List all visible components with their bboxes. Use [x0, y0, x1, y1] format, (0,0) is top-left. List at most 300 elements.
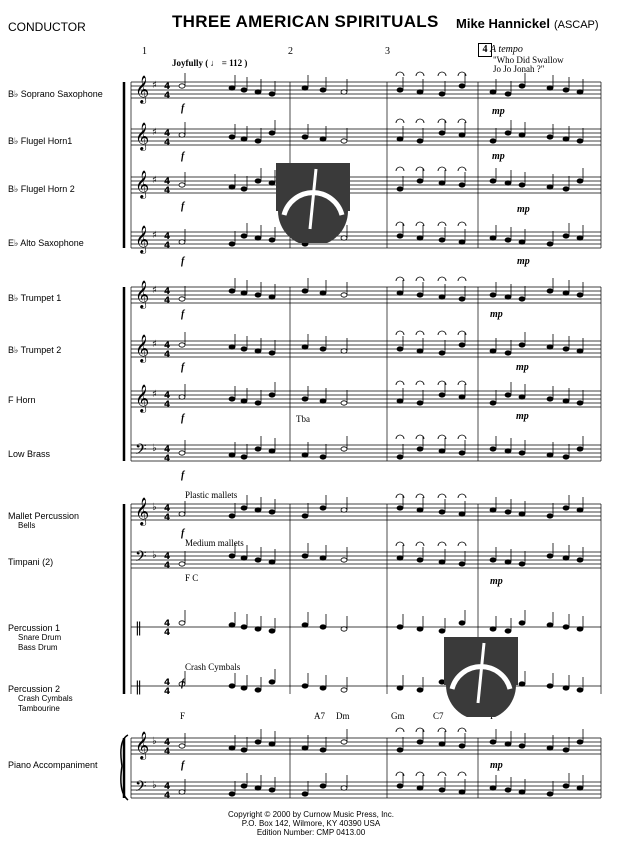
note-head	[459, 343, 465, 347]
treble-clef: 𝄞	[135, 75, 150, 103]
note-head	[397, 748, 403, 752]
fermata	[416, 277, 424, 281]
note-head	[229, 242, 235, 246]
instrument-label: B♭ Trumpet 2	[8, 345, 62, 355]
time-signature: 4	[164, 445, 171, 455]
note-head	[341, 508, 347, 512]
note-head	[397, 137, 403, 141]
medium-mallets-label: Medium mallets	[185, 538, 244, 548]
note-head	[417, 139, 423, 143]
note-head	[255, 786, 261, 790]
note-head	[563, 187, 569, 191]
note-head	[320, 399, 326, 403]
time-signature: 4	[164, 350, 171, 360]
time-signature: 4	[164, 738, 171, 748]
fermata	[396, 72, 404, 76]
note-head	[459, 790, 465, 794]
note-head	[417, 447, 423, 451]
note-head	[505, 92, 511, 96]
note-head	[341, 627, 347, 631]
note-head	[490, 293, 496, 297]
note-head	[519, 343, 525, 347]
note-head	[179, 133, 185, 137]
note-head	[563, 686, 569, 690]
measure-number-3: 3	[385, 46, 390, 57]
note-head	[439, 393, 445, 397]
note-head	[439, 788, 445, 792]
fermata	[416, 119, 424, 123]
note-head	[563, 234, 569, 238]
note-head	[241, 506, 247, 510]
note-head	[439, 449, 445, 453]
note-head	[302, 554, 308, 558]
note-head	[320, 686, 326, 690]
time-signature: 4	[164, 232, 171, 242]
note-head	[397, 399, 403, 403]
note-head	[320, 137, 326, 141]
note-head	[241, 137, 247, 141]
note-head	[302, 623, 308, 627]
dynamic-forte: f	[181, 413, 185, 424]
note-head	[241, 234, 247, 238]
note-head	[255, 349, 261, 353]
fermata	[458, 167, 466, 171]
note-head	[269, 351, 275, 355]
treble-clef: 𝄞	[135, 384, 150, 412]
fermata	[438, 222, 446, 226]
fermata	[396, 119, 404, 123]
treble-clef: 𝄞	[135, 280, 150, 308]
time-signature: 4	[164, 619, 171, 629]
note-head	[255, 688, 261, 692]
note-head	[547, 554, 553, 558]
note-head	[519, 183, 525, 187]
note-head	[302, 397, 308, 401]
note-head	[255, 139, 261, 143]
note-head	[417, 293, 423, 297]
note-head	[519, 621, 525, 625]
note-head	[179, 744, 185, 748]
chord-symbol: A7	[314, 711, 325, 721]
note-head	[397, 556, 403, 560]
fermata	[458, 494, 466, 498]
key-signature: ♯	[152, 389, 157, 400]
time-signature: 4	[164, 400, 171, 410]
note-head	[505, 393, 511, 397]
note-head	[341, 558, 347, 562]
note-head	[519, 133, 525, 137]
note-head	[563, 506, 569, 510]
note-head	[505, 295, 511, 299]
time-signature: 4	[164, 129, 171, 139]
note-head	[320, 556, 326, 560]
note-head	[519, 395, 525, 399]
composer-name: Mike Hannickel	[456, 16, 550, 31]
note-head	[519, 790, 525, 794]
dynamic-forte: f	[181, 678, 185, 689]
instrument-name: Mallet Percussion	[8, 511, 80, 521]
note-head	[341, 447, 347, 451]
note-head	[505, 351, 511, 355]
time-signature: 4	[164, 747, 171, 757]
chord-symbol: Dm	[336, 711, 350, 721]
note-head	[417, 401, 423, 405]
fermata	[458, 772, 466, 776]
note-head	[563, 137, 569, 141]
note-head	[397, 291, 403, 295]
note-head	[241, 347, 247, 351]
time-signature: 4	[164, 678, 171, 688]
note-head	[490, 447, 496, 451]
note-head	[255, 558, 261, 562]
note-head	[459, 744, 465, 748]
note-head	[439, 560, 445, 564]
note-head	[577, 627, 583, 631]
fermata	[458, 277, 466, 281]
note-head	[397, 88, 403, 92]
note-head	[269, 181, 275, 185]
note-head	[577, 349, 583, 353]
time-signature: 4	[164, 287, 171, 297]
note-head	[397, 506, 403, 510]
instrument-label: Low Brass	[8, 449, 51, 459]
note-head	[417, 786, 423, 790]
note-head	[519, 744, 525, 748]
note-head	[563, 347, 569, 351]
note-head	[577, 558, 583, 562]
instrument-name: Percussion 2	[8, 684, 61, 694]
dynamic-mezzo-piano: mp	[517, 256, 530, 267]
note-head	[255, 236, 261, 240]
instrument-label: B♭ Trumpet 1	[8, 293, 62, 303]
note-head	[547, 684, 553, 688]
treble-clef: 𝄞	[135, 170, 150, 198]
note-head	[505, 510, 511, 514]
fermata	[438, 772, 446, 776]
note-head	[241, 291, 247, 295]
note-head	[417, 236, 423, 240]
note-head	[179, 240, 185, 244]
note-head	[563, 625, 569, 629]
note-head	[179, 297, 185, 301]
dynamic-mezzo-piano: mp	[490, 576, 503, 587]
note-head	[302, 86, 308, 90]
note-head	[490, 740, 496, 744]
note-head	[417, 508, 423, 512]
publisher-logo-watermark	[444, 637, 518, 717]
note-head	[229, 684, 235, 688]
note-head	[229, 554, 235, 558]
key-signature: ♭	[152, 736, 157, 747]
note-head	[269, 742, 275, 746]
dynamic-forte: f	[181, 528, 185, 539]
note-head	[229, 792, 235, 796]
note-head	[459, 562, 465, 566]
note-head	[302, 792, 308, 796]
instrument-label: B♭ Flugel Horn 2	[8, 184, 75, 194]
instrument-sub: Bells	[18, 521, 36, 530]
time-signature: 4	[164, 186, 171, 196]
note-head	[255, 90, 261, 94]
note-head	[229, 623, 235, 627]
time-signature: 4	[164, 791, 171, 801]
note-head	[320, 784, 326, 788]
fermata	[438, 331, 446, 335]
note-head	[439, 629, 445, 633]
note-head	[241, 88, 247, 92]
note-head	[255, 179, 261, 183]
note-head	[563, 88, 569, 92]
percussion-clef: ‖	[135, 620, 142, 636]
dynamic-forte: f	[181, 151, 185, 162]
note-head	[459, 451, 465, 455]
note-head	[505, 742, 511, 746]
percussion-clef: ‖	[135, 679, 142, 695]
note-head	[255, 401, 261, 405]
time-signature: 4	[164, 82, 171, 92]
instrument-label: E♭ Alto Saxophone	[8, 238, 84, 248]
note-head	[302, 289, 308, 293]
treble-clef: 𝄞	[135, 731, 150, 759]
bass-clef: 𝄢	[135, 441, 147, 462]
note-head	[519, 84, 525, 88]
instrument-label: Timpani (2)	[8, 557, 54, 567]
key-signature: ♯	[152, 285, 157, 296]
note-head	[229, 345, 235, 349]
key-signature: ♯	[152, 230, 157, 241]
note-head	[241, 625, 247, 629]
note-head	[320, 506, 326, 510]
time-signature: 4	[164, 454, 171, 464]
time-signature: 4	[164, 296, 171, 306]
note-head	[341, 90, 347, 94]
note-head	[563, 556, 569, 560]
note-head	[255, 447, 261, 451]
tempo-marking: A tempo	[490, 44, 523, 55]
note-head	[269, 449, 275, 453]
note-head	[459, 512, 465, 516]
note-head	[341, 786, 347, 790]
note-head	[459, 621, 465, 625]
note-head	[490, 90, 496, 94]
note-head	[397, 234, 403, 238]
note-head	[519, 512, 525, 516]
time-signature: 4	[164, 91, 171, 101]
instrument-sub: Snare Drum Bass Drum	[18, 633, 62, 652]
note-head	[439, 510, 445, 514]
note-head	[519, 297, 525, 301]
note-head	[302, 345, 308, 349]
fermata	[396, 381, 404, 385]
key-signature: ♯	[152, 127, 157, 138]
note-head	[179, 451, 185, 455]
plastic-mallets-label: Plastic mallets	[185, 490, 238, 500]
dynamic-forte: f	[181, 362, 185, 373]
fermata	[416, 542, 424, 546]
note-head	[547, 135, 553, 139]
instrument-label: B♭ Flugel Horn1	[8, 136, 73, 146]
note-head	[255, 508, 261, 512]
note-head	[459, 297, 465, 301]
key-signature: ♭	[152, 443, 157, 454]
note-head	[505, 131, 511, 135]
note-head	[179, 621, 185, 625]
note-head	[397, 347, 403, 351]
publisher-logo-watermark	[276, 163, 350, 243]
crash-cymbals-label: Crash Cymbals	[185, 662, 241, 672]
note-head	[229, 453, 235, 457]
note-head	[341, 740, 347, 744]
dynamic-forte: f	[181, 256, 185, 267]
note-head	[490, 627, 496, 631]
note-head	[229, 135, 235, 139]
note-head	[302, 135, 308, 139]
note-head	[547, 792, 553, 796]
note-head	[179, 183, 185, 187]
note-head	[417, 90, 423, 94]
key-signature: ♭	[152, 502, 157, 513]
note-head	[547, 397, 553, 401]
note-head	[547, 185, 553, 189]
note-head	[505, 560, 511, 564]
fermata	[458, 222, 466, 226]
dynamic-forte: f	[181, 470, 185, 481]
note-head	[269, 510, 275, 514]
note-head	[229, 514, 235, 518]
note-head	[490, 401, 496, 405]
note-head	[229, 185, 235, 189]
note-head	[577, 179, 583, 183]
note-head	[397, 686, 403, 690]
key-signature: ♭	[152, 780, 157, 791]
note-head	[269, 680, 275, 684]
note-head	[320, 88, 326, 92]
note-head	[255, 293, 261, 297]
fermata	[416, 381, 424, 385]
instrument-sub: Crash Cymbals Tambourine	[18, 694, 73, 713]
note-head	[577, 90, 583, 94]
timpani-tuning-label: F C	[185, 573, 199, 583]
note-head	[547, 242, 553, 246]
note-head	[417, 179, 423, 183]
composer-society: (ASCAP)	[553, 19, 599, 31]
note-head	[547, 746, 553, 750]
treble-clef: 𝄞	[135, 334, 150, 362]
note-head	[547, 514, 553, 518]
note-head	[269, 393, 275, 397]
treble-clef: 𝄞	[135, 122, 150, 150]
note-head	[229, 397, 235, 401]
note-head	[490, 786, 496, 790]
note-head	[519, 240, 525, 244]
note-head	[269, 238, 275, 242]
fermata	[458, 728, 466, 732]
note-head	[505, 181, 511, 185]
note-head	[302, 746, 308, 750]
note-head	[547, 345, 553, 349]
publisher-address: P.O. Box 142, Wilmore, KY 40390 USA	[241, 819, 381, 828]
note-head	[341, 401, 347, 405]
note-head	[563, 748, 569, 752]
note-head	[459, 133, 465, 137]
note-head	[439, 92, 445, 96]
note-head	[417, 740, 423, 744]
treble-clef: 𝄞	[135, 497, 150, 525]
note-head	[577, 139, 583, 143]
fermata	[438, 277, 446, 281]
dynamic-mezzo-piano: mp	[490, 760, 503, 771]
note-head	[269, 295, 275, 299]
note-head	[577, 786, 583, 790]
note-head	[179, 395, 185, 399]
note-head	[320, 748, 326, 752]
note-head	[505, 788, 511, 792]
note-head	[269, 788, 275, 792]
note-head	[341, 293, 347, 297]
tuba-label: Tba	[296, 414, 310, 424]
note-head	[519, 562, 525, 566]
note-head	[563, 399, 569, 403]
fermata	[458, 435, 466, 439]
key-signature: ♯	[152, 339, 157, 350]
note-head	[320, 455, 326, 459]
note-head	[490, 508, 496, 512]
key-signature: ♯	[152, 80, 157, 91]
note-head	[439, 295, 445, 299]
fermata	[438, 542, 446, 546]
note-head	[439, 131, 445, 135]
note-head	[179, 343, 185, 347]
edition-number: Edition Number: CMP 0413.00	[256, 828, 366, 837]
note-head	[439, 351, 445, 355]
time-signature: 4	[164, 504, 171, 514]
song-title-annotation: "Who Did Swallow Jo Jo Jonah ?"	[493, 55, 564, 74]
instrument-label: Piano Accompaniment	[8, 760, 98, 770]
note-head	[519, 682, 525, 686]
dynamic-mezzo-piano: mp	[517, 204, 530, 215]
dynamic-mezzo-piano: mp	[492, 151, 505, 162]
fermata	[396, 331, 404, 335]
instrument-label: F Horn	[8, 395, 36, 405]
note-head	[505, 449, 511, 453]
fermata	[438, 494, 446, 498]
note-head	[341, 139, 347, 143]
note-head	[269, 629, 275, 633]
note-head	[459, 395, 465, 399]
key-signature: ♯	[152, 175, 157, 186]
note-head	[320, 347, 326, 351]
note-head	[179, 562, 185, 566]
copyright-footer	[0, 810, 622, 837]
note-head	[490, 179, 496, 183]
note-head	[302, 453, 308, 457]
part-label: CONDUCTOR	[8, 20, 86, 34]
dynamic-forte: f	[181, 760, 185, 771]
time-signature: 4	[164, 138, 171, 148]
dynamic-mezzo-piano: mp	[516, 362, 529, 373]
fermata	[458, 542, 466, 546]
note-head	[490, 139, 496, 143]
note-head	[577, 293, 583, 297]
note-head	[241, 399, 247, 403]
note-head	[439, 238, 445, 242]
note-head	[320, 625, 326, 629]
note-head	[341, 349, 347, 353]
instrument-label: B♭ Soprano Saxophone	[8, 89, 103, 99]
page-title: THREE AMERICAN SPIRITUALS	[172, 12, 439, 31]
note-head	[229, 86, 235, 90]
note-head	[397, 625, 403, 629]
